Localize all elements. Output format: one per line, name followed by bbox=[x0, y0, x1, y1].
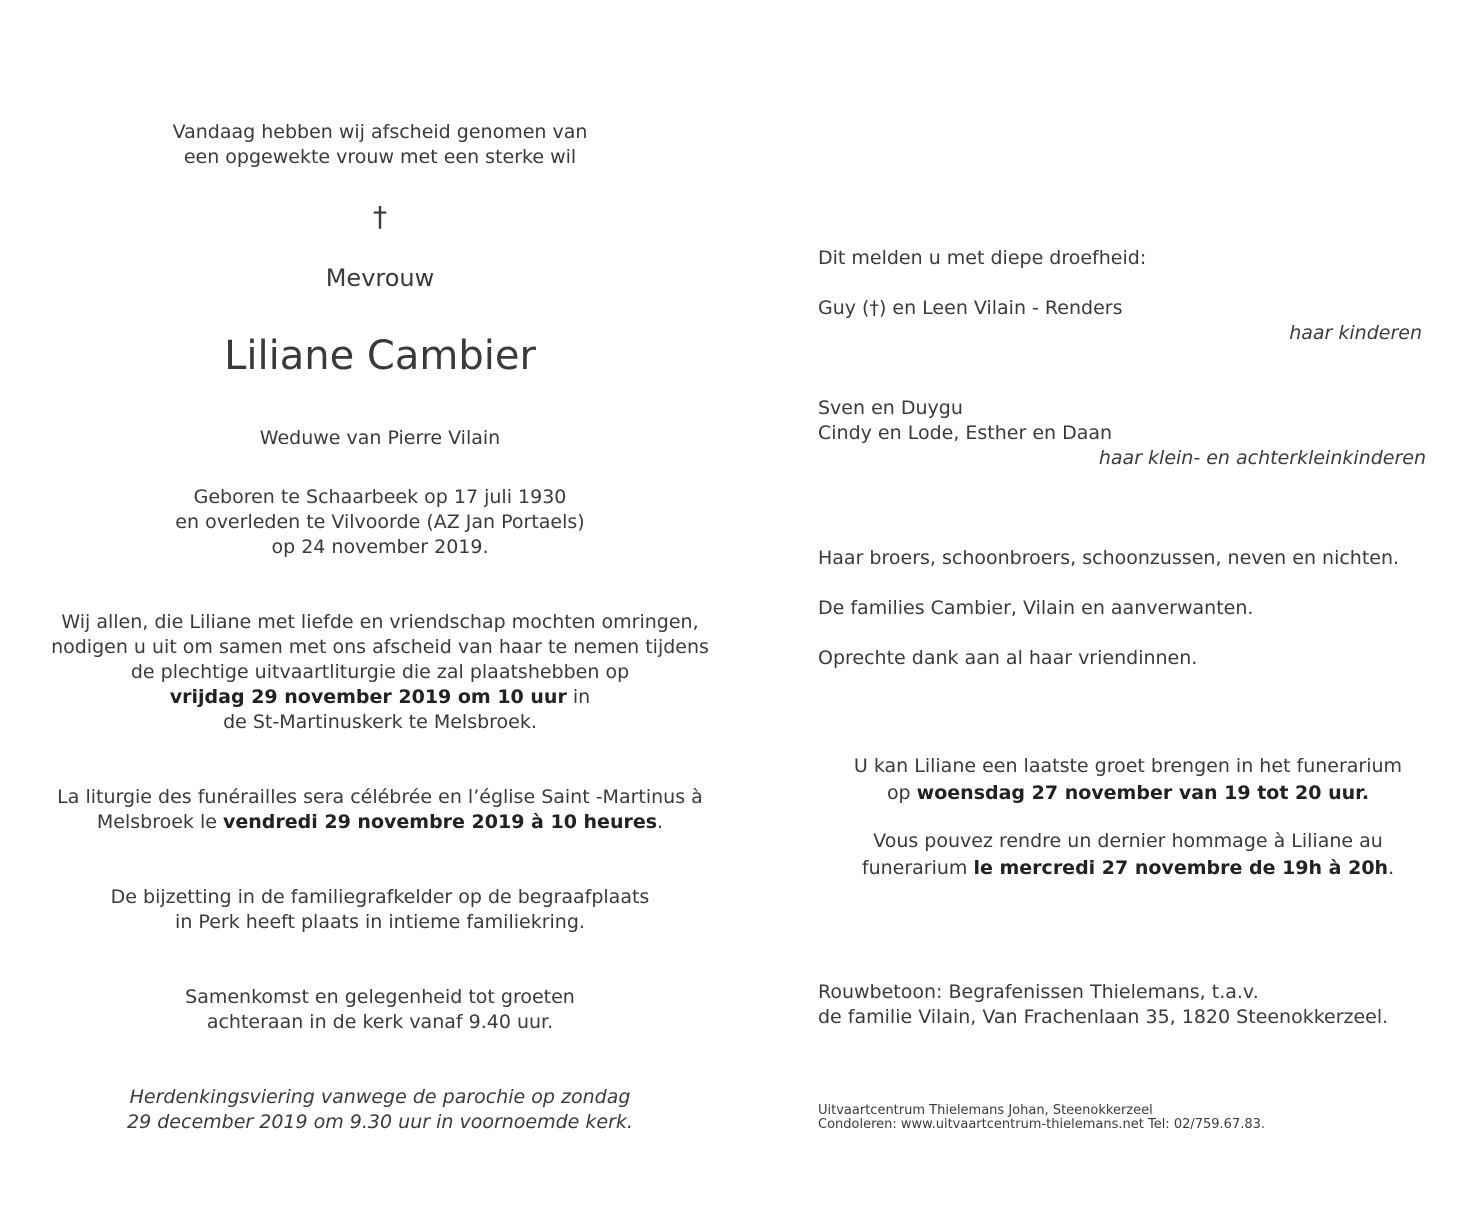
invite-date-line bbox=[0, 685, 760, 710]
birth-death-info bbox=[0, 485, 760, 560]
birth-line: Geboren te Schaarbeek op 17 juli 1930 bbox=[193, 486, 567, 508]
invite-suffix: in bbox=[566, 686, 591, 708]
children-label: haar kinderen bbox=[1289, 322, 1422, 344]
burial-line: in Perk heeft plaats in intieme familiekring. bbox=[175, 911, 585, 933]
french-date: vendredi 29 novembre 2019 à 10 heures bbox=[222, 811, 658, 833]
deceased-name: Liliane Cambier bbox=[224, 333, 536, 379]
intro-line: Vandaag hebben wij afscheid genomen van bbox=[172, 121, 588, 143]
announcement: Dit melden u met diepe droefheid: bbox=[818, 247, 1147, 269]
memorial-service bbox=[0, 1085, 760, 1135]
visit-date: woensdag 27 november van 19 tot 20 uur. bbox=[916, 782, 1370, 804]
intro-line: een opgewekte vrouw met een sterke wil bbox=[183, 146, 577, 168]
gathering-line: Samenkomst en gelegenheid tot groeten bbox=[185, 986, 575, 1008]
visit-fr-date: le mercredi 27 novembre de 19h à 20h bbox=[973, 857, 1389, 879]
memorial-line: Herdenkingsviering vanwege de parochie op zondag bbox=[129, 1086, 631, 1108]
visitation-info bbox=[818, 753, 1438, 807]
visitation-info-fr bbox=[818, 828, 1438, 882]
visit-line: U kan Liliane een laatste groet brengen in het funerarium bbox=[853, 755, 1403, 777]
footer-line: Condoleren: www.uitvaartcentrum-thielemans.net Tel: 02/759.67.83. bbox=[818, 1117, 1266, 1132]
families-line: De families Cambier, Vilain en aanverwanten. bbox=[818, 597, 1254, 619]
burial-info bbox=[0, 885, 760, 935]
children-names: Guy (†) en Leen Vilain - Renders bbox=[818, 297, 1123, 319]
visit-date-line: op woensdag 27 november van 19 tot 20 uur. bbox=[886, 782, 1370, 804]
condolence-line: Rouwbetoon: Begrafenissen Thielemans, t.a.v. bbox=[818, 981, 1259, 1003]
burial-line: De bijzetting in de familiegrafkelder op de begraafplaats bbox=[110, 886, 650, 908]
siblings-line: Haar broers, schoonbroers, schoonzussen, neven en nichten. bbox=[818, 547, 1400, 569]
intro-text bbox=[0, 120, 760, 170]
funeral-date: vrijdag 29 november 2019 om 10 uur bbox=[169, 686, 567, 708]
gathering-info bbox=[0, 985, 760, 1035]
visit-fr-date-line: funerarium le mercredi 27 novembre de 19h à 20h. bbox=[861, 857, 1395, 879]
right-panel bbox=[818, 0, 1458, 1214]
invite-line: nodigen u uit om samen met ons afscheid van haar te nemen tijdens bbox=[51, 636, 709, 658]
thanks-line: Oprechte dank aan al haar vriendinnen. bbox=[818, 647, 1198, 669]
invite-line: de plechtige uitvaartliturgie die zal plaatshebben op bbox=[130, 661, 630, 683]
french-date-line: Melsbroek le vendredi 29 novembre 2019 à 10 heures. bbox=[96, 811, 664, 833]
footer-line: Uitvaartcentrum Thielemans Johan, Steenokkerzeel bbox=[818, 1103, 1153, 1118]
invite-line: de St-Martinuskerk te Melsbroek. bbox=[223, 711, 537, 733]
visit-fr-line: Vous pouvez rendre un dernier hommage à Liliane au bbox=[873, 830, 1383, 852]
grandchildren-line: Sven en Duygu bbox=[818, 397, 963, 419]
birth-line: op 24 november 2019. bbox=[271, 536, 489, 558]
condolence-address bbox=[818, 980, 1458, 1030]
french-line: La liturgie des funérailles sera célébrée en l’église Saint -Martinus à bbox=[57, 786, 703, 808]
gathering-line: achteraan in de kerk vanaf 9.40 uur. bbox=[206, 1011, 554, 1033]
cross-icon: † bbox=[373, 200, 387, 233]
invite-line: Wij allen, die Liliane met liefde en vriendschap mochten omringen, bbox=[61, 611, 699, 633]
french-liturgy bbox=[0, 785, 760, 835]
grandchildren-line: Cindy en Lode, Esther en Daan bbox=[818, 422, 1113, 444]
title-mevrouw: Mevrouw bbox=[325, 264, 435, 292]
invitation-text bbox=[0, 610, 760, 735]
birth-line: en overleden te Vilvoorde (AZ Jan Portaels) bbox=[175, 511, 585, 533]
condolence-line: de familie Vilain, Van Frachenlaan 35, 1820 Steenokkerzeel. bbox=[818, 1006, 1389, 1028]
widow-of: Weduwe van Pierre Vilain bbox=[259, 427, 501, 449]
memorial-line: 29 december 2019 om 9.30 uur in voornoemde kerk. bbox=[127, 1111, 633, 1133]
grandchildren-label: haar klein- en achterkleinkinderen bbox=[1098, 447, 1426, 469]
footer-funeral-home bbox=[818, 1104, 1265, 1132]
grandchildren-names bbox=[818, 396, 1458, 446]
